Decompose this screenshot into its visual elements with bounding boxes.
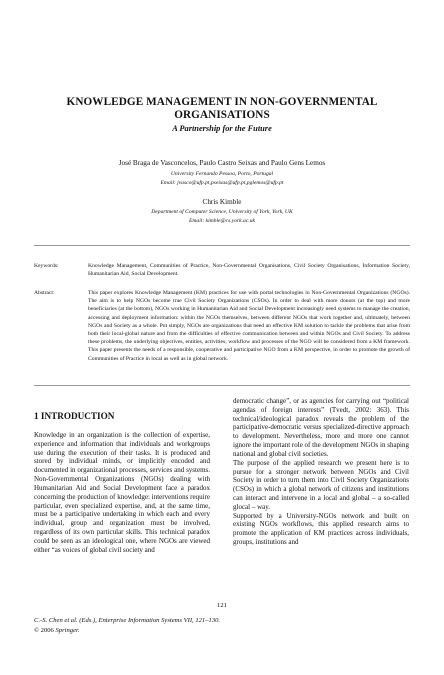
divider-bottom [34,385,410,386]
abstract-label: Abstract: [34,290,55,296]
keywords-label: Keywords: [34,263,59,269]
author-list-1: José Braga de Vasconcelos, Paulo Castro Seixas and Paulo Gens Lemos [118,159,326,167]
copyright-publisher: Springer. [55,627,80,634]
left-column-paragraph: Knowledge in an organization is the collection of expertise, experience and information that individuals and workgroups use during the execution of their tasks. It is produced and stored by individual minds, or implicitly encoded and documented in organizational processes, services and systems. Non-Governmental Organizations (NGOs) dealing with Humanitarian Aid and Social Development face a paradox concerning the production of knowledge: interventions require particular, even specialized expertise, and, at the same time, must be a participative undertaking in which each and every individual, group and organization must be involved, regardless of its own particular skills. This technical paradox could be seen as an ideological one, where NGOs are viewed either “as voices of global civil society and [34,431,210,554]
copyright-prefix: © 2006 [34,627,56,634]
paper-title-line-2: ORGANISATIONS [174,109,270,121]
right-column [233,397,409,547]
page-number: 121 [217,602,227,609]
affiliation-2: Department of Computer Science, University of York, York, UK [151,209,293,215]
paper-subtitle: A Partnership for the Future [172,124,272,133]
paper-title [40,96,404,122]
affiliation-1: University Fernando Pessoa, Porto, Portugal [170,171,274,177]
left-column [34,431,210,554]
right-column-paragraph-3: Supported by a University-NGOs network and built on existing NGOs workflows, this applied research aims to promote the application of KM practices across individuals, groups, institutions and [233,511,409,546]
keywords-text: Knowledge Management, Communities of Practice, Non-Governmental Organisations, Civil Society Organisations, Information Society, Humanitarian Aid, Social Development. [88,263,410,278]
author-list-2: Chris Kimble [202,198,242,206]
citation-line: C.-S. Chen et al. (Eds.), Enterprise Information Systems VII, 121–130. [34,617,221,624]
affiliation-2-email: Email: kimble@cs.york.ac.uk [188,218,256,224]
right-column-paragraph-2: The purpose of the applied research we present here is to pursue for a stronger network between NGOs and Civil Society in order to turn them into Civil Society Organizations (CSOs) in which a global network of citizens and institutions can interact and intervene in a local and global – a so-called glocal – way. [233,458,409,511]
abstract-text: This paper explores Knowledge Management (KM) practices for use with portal technologies in Non-Governmental Organizations (NGOs). The aim is to help NGOs become true Civil Society Organizations (CSOs). In order to deal with more donors (at the top) and more beneficiaries (at the bottom), NGOs working in Humanitarian Aid and Social Development increasingly need systems to manage the creation, accessing and deployment information: within the NGOs themselves, between different NGOs that work together and, ultimately, between NGOs and Society as a whole. Put simply, NGOs are organizations that need an effective KM solution to tackle the problems that arise from both their local-global nature and from the difficulties of effective communication between and within NGOs and Civil Society. To address these problems, the underlying objectives, entities, activities, workflow and processes of the NGO will be considered from a KM framework. This paper presents the needs of a responsible, cooperative and participative NGO from a KM perspective, in order to promote the growth of Communities of Practice in local as well as in global network. [88,290,410,362]
right-column-paragraph-1: democratic change”, or as agencies for carrying out “political agendas of foreign interests” (Tvedt, 2002: 363). This technical/ideological paradox reveals the problem of the participative-democratic versus specialized-directive approach to development. Nevertheless, more and more one cannot ignore the important role of the development NGOs in shaping national and global civil societies. [233,397,409,458]
affiliation-1-email: Email: jvasco@ufp.pt,pseixas@ufp.pt,pglemos@ufp.pt [160,180,284,186]
paper-title-line-1: KNOWLEDGE MANAGEMENT IN NON-GOVERNMENTAL [66,96,378,108]
section-heading: 1 INTRODUCTION [34,411,115,421]
divider-top [34,245,410,246]
copyright-line [34,627,80,634]
